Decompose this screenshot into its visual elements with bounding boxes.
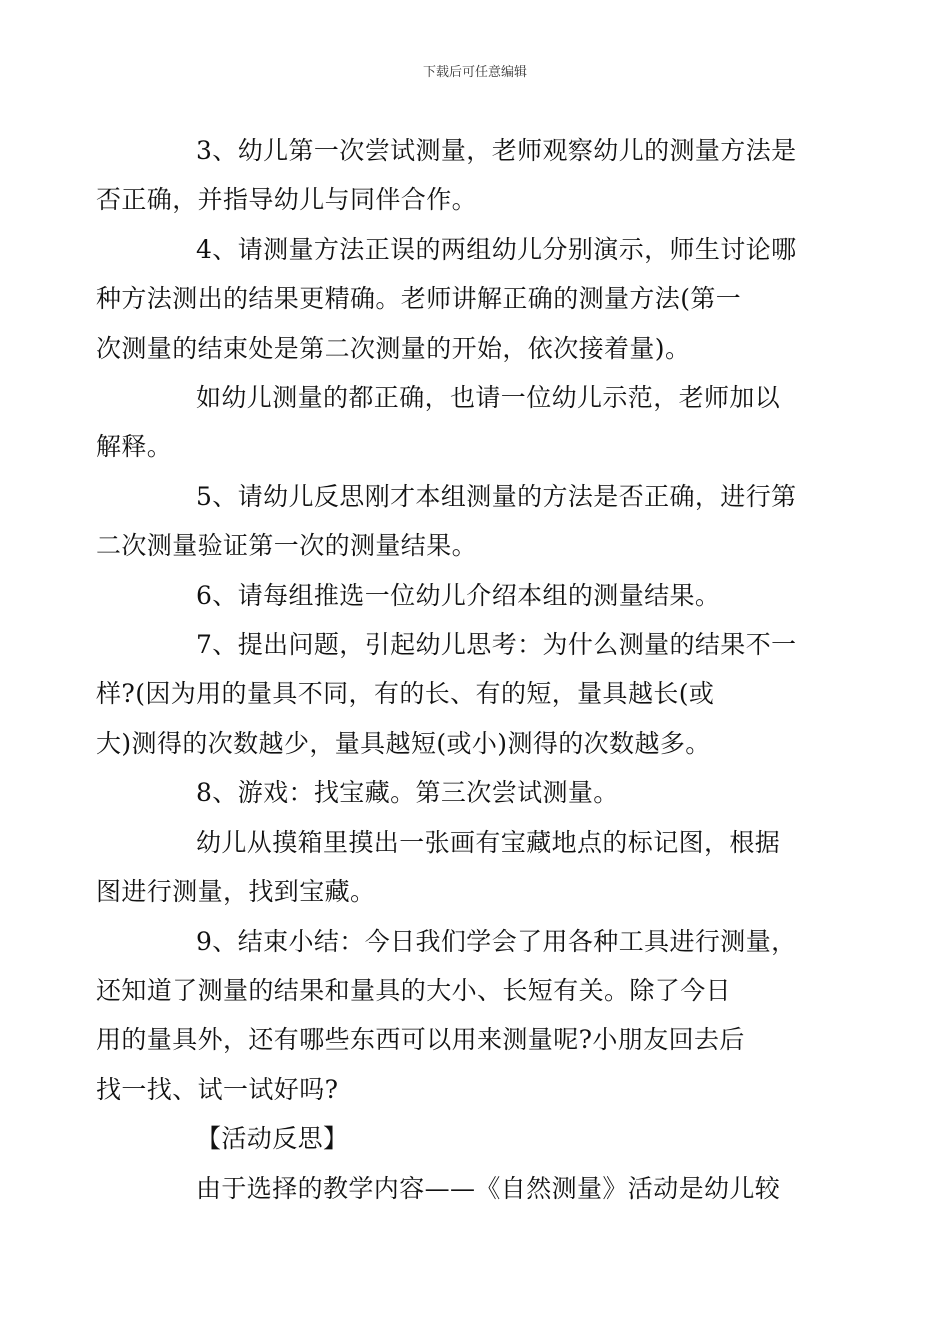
page-header: 下载后可任意编辑 [422, 65, 527, 80]
paragraph [96, 126, 808, 225]
text-line: 找一找、试一试好吗? [96, 1074, 339, 1104]
paragraph [146, 1164, 808, 1213]
text-line: 次测量的结束处是第二次测量的开始，依次接着量)。 [96, 333, 691, 363]
text-line: 二次测量验证第一次的测量结果。 [96, 531, 478, 561]
text-line: 用的量具外，还有哪些东西可以用来测量呢?小朋友回去后 [96, 1025, 745, 1055]
text-line: 8、游戏：找宝藏。第三次尝试测量。 [196, 778, 619, 808]
text-line: 种方法测出的结果更精确。老师讲解正确的测量方法(第一 [96, 284, 742, 314]
paragraph [146, 571, 808, 620]
paragraph [96, 472, 808, 571]
text-line: 图进行测量，找到宝藏。 [96, 877, 376, 907]
text-line: 如幼儿测量的都正确，也请一位幼儿示范，老师加以 [196, 383, 781, 413]
document-body [96, 126, 808, 1213]
text-line: 6、请每组推选一位幼儿介绍本组的测量结果。 [196, 580, 721, 610]
paragraph [96, 225, 808, 373]
paragraph [146, 1114, 808, 1163]
text-line: 9、结束小结：今日我们学会了用各种工具进行测量， [196, 926, 797, 956]
paragraph [146, 768, 808, 817]
text-line: 否正确，并指导幼儿与同伴合作。 [96, 185, 478, 215]
paragraph [96, 917, 808, 1115]
text-line: 【活动反思】 [196, 1124, 349, 1154]
paragraph [96, 620, 808, 768]
text-line: 还知道了测量的结果和量具的大小、长短有关。除了今日 [96, 975, 732, 1005]
text-line: 样?(因为用的量具不同，有的长、有的短，量具越长(或 [96, 679, 715, 709]
paragraph [96, 818, 808, 917]
text-line: 3、幼儿第一次尝试测量，老师观察幼儿的测量方法是 [196, 136, 797, 165]
text-line: 解释。 [96, 432, 173, 462]
text-line: 大)测得的次数越少，量具越短(或小)测得的次数越多。 [96, 728, 711, 758]
text-line: 7、提出问题，引起幼儿思考：为什么测量的结果不一 [196, 630, 797, 660]
text-line: 由于选择的教学内容——《自然测量》活动是幼儿较 [196, 1173, 781, 1203]
text-line: 幼儿从摸箱里摸出一张画有宝藏地点的标记图，根据 [196, 827, 781, 857]
text-line: 5、请幼儿反思刚才本组测量的方法是否正确，进行第 [196, 481, 797, 511]
paragraph [96, 373, 808, 472]
text-line: 4、请测量方法正误的两组幼儿分别演示，师生讨论哪 [196, 234, 797, 264]
